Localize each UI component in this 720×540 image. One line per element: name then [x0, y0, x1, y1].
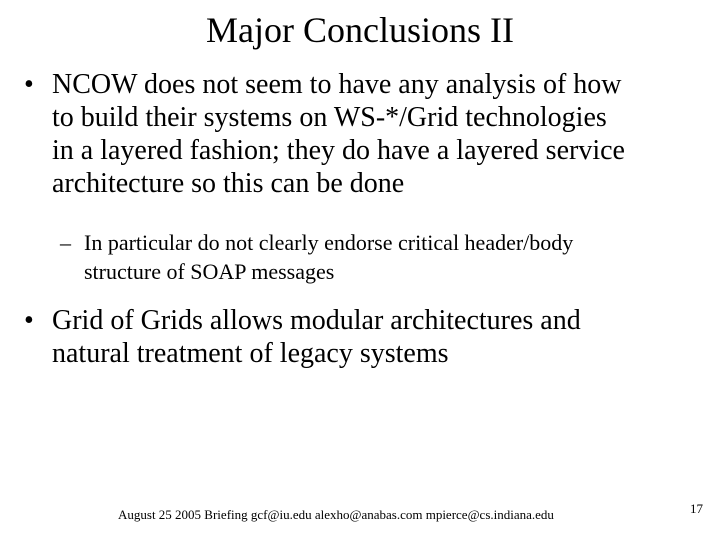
sub-bullet-marker: – [60, 230, 71, 255]
bullet-item [24, 68, 714, 200]
bullet-line: natural treatment of legacy systems [52, 338, 449, 369]
bullet-line: architecture so this can be done [52, 168, 405, 199]
bullet-marker: • [24, 305, 34, 336]
slide-title: Major Conclusions II [206, 10, 514, 50]
bullet-line: NCOW does not seem to have any analysis of how [52, 69, 622, 100]
slide-footer: August 25 2005 Briefing gcf@iu.edu alexho@anabas.com mpierce@cs.indiana.edu [118, 507, 554, 522]
sub-bullet-line: structure of SOAP messages [84, 259, 335, 284]
bullet-line: to build their systems on WS-*/Grid technologies [52, 102, 607, 133]
page-number: 17 [690, 501, 703, 516]
bullet-line: Grid of Grids allows modular architectures and [52, 305, 581, 336]
sub-bullet-line: In particular do not clearly endorse critical header/body [84, 230, 574, 255]
bullet-line: in a layered fashion; they do have a layered service [52, 135, 625, 166]
sub-bullet-item [60, 228, 715, 286]
bullet-marker: • [24, 69, 34, 100]
bullet-item [24, 304, 714, 370]
